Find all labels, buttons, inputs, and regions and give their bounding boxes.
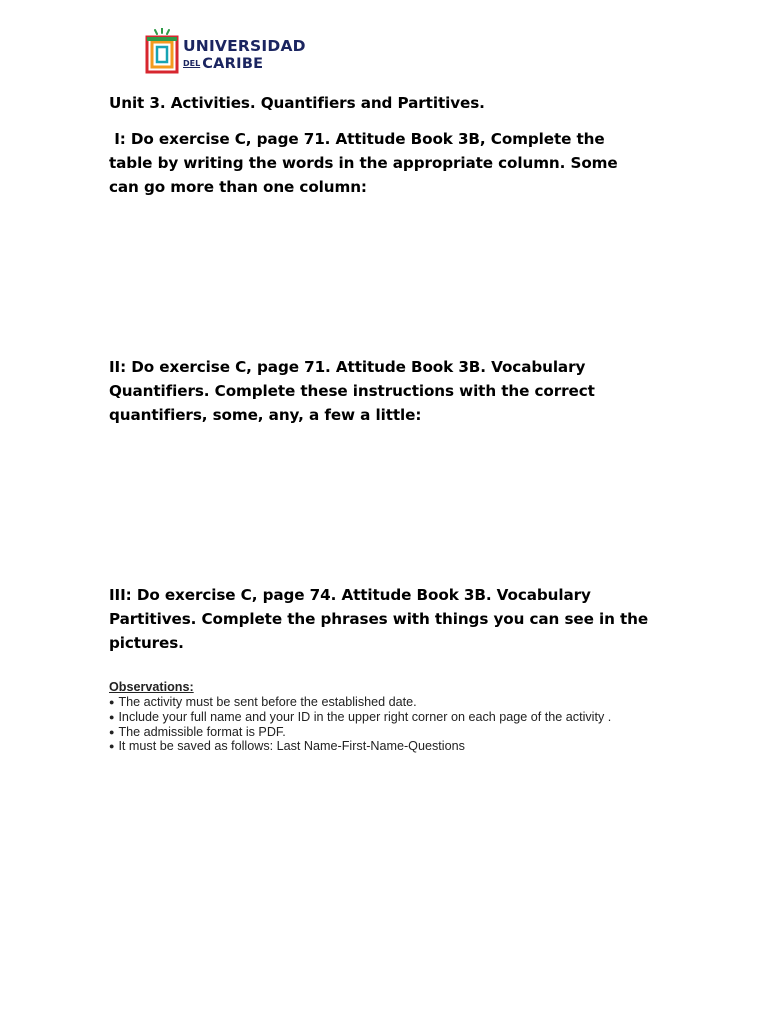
logo-emblem-icon — [145, 28, 179, 74]
observation-item — [109, 725, 669, 740]
observation-text: The admissible format is PDF. — [118, 724, 286, 739]
observation-text: It must be saved as follows: Last Name-First-Name-Questions — [118, 739, 465, 754]
logo-text-universidad: UNIVERSIDAD — [183, 37, 306, 55]
observations-list — [109, 695, 669, 754]
observation-text: The activity must be sent before the established date. — [118, 695, 417, 709]
logo-text-caribe — [183, 55, 263, 72]
exercise-3-instructions: III: Do exercise C, page 74. Attitude Book 3B. Vocabulary Partitives. Complete the phrases with things you can see in the pictures. — [109, 586, 649, 652]
observation-item — [109, 739, 669, 754]
exercise-2-instructions: II: Do exercise C, page 71. Attitude Book 3B. Vocabulary Quantifiers. Complete these instructions with the correct quantifiers, some, any, a few a little: — [109, 358, 595, 424]
bullet-icon: ● — [109, 711, 115, 722]
observations-title: Observations: — [109, 680, 194, 694]
university-logo — [145, 28, 305, 74]
logo-text-caribe-word: CARIBE — [202, 56, 264, 72]
document-title: Unit 3. Activities. Quantifiers and Partitives. — [109, 94, 485, 112]
observation-item — [109, 695, 669, 710]
logo-text-del: DEL — [183, 59, 201, 68]
observations-section — [109, 679, 669, 754]
observation-text: Include your full name and your ID in the upper right corner on each page of the activity . — [118, 709, 612, 724]
bullet-icon: ● — [109, 741, 115, 752]
exercise-1-instructions: I: Do exercise C, page 71. Attitude Book 3B, Complete the table by writing the words in the appropriate column. Some can go more than one column: — [109, 130, 623, 196]
bullet-icon: ● — [109, 697, 115, 707]
bullet-icon: ● — [109, 726, 115, 737]
observation-item — [109, 710, 669, 725]
